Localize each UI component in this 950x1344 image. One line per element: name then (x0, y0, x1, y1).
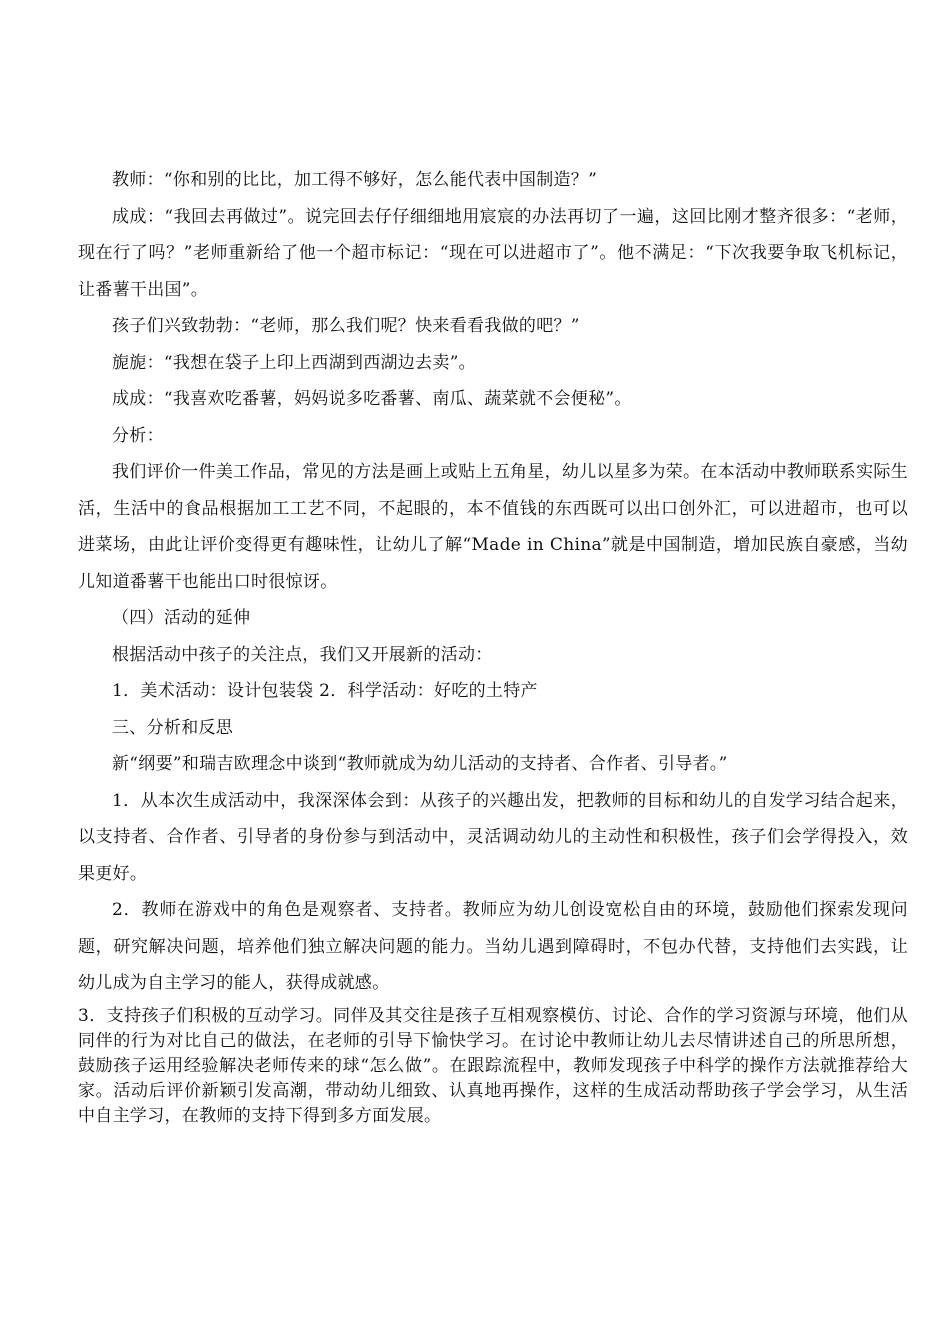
paragraph-point-3: 3．支持孩子们积极的互动学习。同伴及其交往是孩子互相观察模仿、讨论、合作的学习资源与环境，他们从同伴的行为对比自己的做法，在老师的引导下愉快学习。在讨论中教师让幼儿去尽情讲述自己的所思所想，鼓励孩子运用经验解决老师传来的球“怎么做”。在跟踪流程中，教师发现孩子中科学的操作方法就推荐给大家。活动后评价新颖引发高潮，带动幼儿细致、认真地再操作，这样的生成活动帮助孩子学会学习，从生活中自主学习，在教师的支持下得到多方面发展。 (78, 1005, 908, 1126)
paragraph-chengcheng-likes: 成成：“我喜欢吃番薯，妈妈说多吃番薯、南瓜、蔬菜就不会便秘”。 (112, 389, 632, 409)
section-heading-extension: （四）活动的延伸 (112, 608, 251, 628)
section-heading-reflection: 三、分析和反思 (112, 717, 234, 738)
document-page (78, 162, 908, 1129)
paragraph-analysis-body: 我们评价一件美工作品，常见的方法是画上或贴上五角星，幼儿以星多为荣。在本活动中教师联系实际生活，生活中的食品根据加工工艺不同，不起眼的，本不值钱的东西既可以出口创外汇，可以进超市，也可以进菜场，由此让评价变得更有趣味性，让幼儿了解“Made in China”就是中国制造，增加民族自豪感，当幼儿知道番薯干也能出口时很惊讶。 (78, 462, 908, 592)
paragraph-activity-list: 1．美术活动：设计包装袋 2．科学活动：好吃的土特产 (112, 681, 538, 701)
paragraph-new-activities: 根据活动中孩子的关注点，我们又开展新的活动： (112, 644, 493, 665)
paragraph-nini-quote: 旎旎：“我想在袋子上印上西湖到西湖边去卖”。 (112, 352, 476, 373)
paragraph-point-1: 1．从本次生成活动中，我深深体会到：从孩子的兴趣出发，把教师的目标和幼儿的自发学习结合起来，以支持者、合作者、引导者的身份参与到活动中，灵活调动幼儿的主动性和积极性，孩子们会学得投入，效果更好。 (78, 790, 908, 884)
paragraph-point-2: 2．教师在游戏中的角色是观察者、支持者。教师应为幼儿创设宽松自由的环境，鼓励他们探索发现问题，研究解决问题，培养他们独立解决问题的能力。当幼儿遇到障碍时，不包办代替，支持他们去实践，让幼儿成为自主学习的能人，获得成就感。 (78, 900, 908, 993)
paragraph-children-excited: 孩子们兴致勃勃：“老师，那么我们呢？快来看看我做的吧？” (112, 316, 580, 336)
paragraph-teacher-quote: 教师：“你和别的比比，加工得不够好，怎么能代表中国制造？” (112, 170, 598, 190)
paragraph-analysis-label: 分析： (112, 425, 164, 446)
paragraph-guideline: 新“纲要”和瑞吉欧理念中谈到“教师就成为幼儿活动的支持者、合作者、引导者。” (112, 754, 728, 774)
paragraph-chengcheng-redo: 成成：“我回去再做过”。说完回去仔仔细细地用宸宸的办法再切了一遍，这回比刚才整齐很多：“老师，现在行了吗？”老师重新给了他一个超市标记：“现在可以进超市了”。他不满足：“下次我要争取飞机标记，让番薯干出国”。 (78, 206, 908, 300)
